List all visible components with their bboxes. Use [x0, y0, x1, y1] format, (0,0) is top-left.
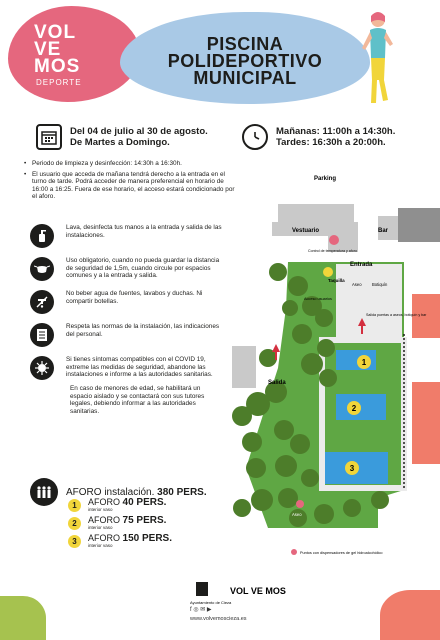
aforo-title-text — [66, 487, 207, 498]
rule-text: Lava, desinfecta tus manos a la entrada y salida de las instalaciones. — [66, 224, 222, 239]
volvemos-logo — [34, 24, 80, 75]
footer-volvemos-logo: VOL VE MOS — [230, 586, 286, 596]
building-block — [398, 208, 440, 242]
logo-line-3: MOS — [34, 56, 81, 77]
document-icon — [30, 323, 54, 347]
aforo-label — [88, 516, 166, 530]
building-block — [232, 346, 256, 388]
control-point — [329, 235, 339, 245]
rule-item — [30, 224, 240, 248]
rule-item — [30, 257, 240, 281]
aforo-item — [68, 534, 172, 548]
footer-logos — [190, 576, 290, 606]
aforo-sub: interior vaso — [88, 525, 113, 530]
pool-3-label: 3 — [349, 464, 355, 473]
aforo-label — [88, 534, 172, 548]
hours-line-1: Mañanas: 11:00h a 14:30h. — [276, 126, 396, 137]
pool-deck — [336, 264, 402, 342]
title-line-3: MUNICIPAL — [193, 68, 297, 88]
facility-map — [228, 168, 440, 566]
aforo-sub: interior vaso — [88, 543, 113, 548]
no-fountain-icon — [30, 290, 54, 314]
hours-line-2: Tardes: 16:30h a 20:00h. — [276, 137, 386, 148]
pool-2 — [336, 394, 386, 420]
date-row — [36, 122, 208, 152]
pool-number-badge: 1 — [68, 499, 81, 512]
pool-number-badge: 3 — [68, 535, 81, 548]
hand-sanitizer-icon — [30, 224, 54, 248]
org-label: Ayuntamiento de Cieza — [190, 600, 232, 605]
aseo-label: Aseo — [352, 282, 362, 287]
aseo-label-2: Aseo — [292, 512, 302, 517]
aforo-value: 150 PERS. — [122, 533, 173, 544]
aforo-item — [68, 516, 172, 530]
title-line-2: POLIDEPORTIVO — [167, 51, 323, 71]
header — [0, 0, 440, 110]
social-icons[interactable]: f ◎ ✉ ▶ — [190, 607, 212, 613]
title-line-1: PISCINA — [206, 34, 284, 54]
virus-icon — [30, 356, 54, 380]
gel-legend-label: Puntos con dispensadores de gel hidroalcohólico — [300, 551, 383, 555]
rules-list — [30, 224, 240, 415]
logo-line-1: VOL — [34, 22, 77, 43]
date-line-2: De Martes a Domingo. — [70, 137, 170, 148]
aforo-sub: interior vaso — [88, 507, 113, 512]
corner-decoration — [0, 596, 46, 640]
gel-dispenser-legend-icon — [291, 549, 297, 555]
cieza-shield-icon — [196, 582, 208, 596]
aforo-title-value: 380 PERS. — [157, 486, 207, 498]
swimmer-illustration — [358, 8, 398, 108]
pool-1-label: 1 — [361, 358, 367, 367]
pool-2-label: 2 — [351, 404, 357, 413]
logo-line-2: VE — [34, 39, 62, 60]
salida-puertas-label: Salida puertas a aseos, botiquín y bar — [366, 313, 427, 317]
aforo-label-text: AFORO — [88, 515, 121, 525]
taquilla-label: Taquilla — [328, 278, 345, 283]
rule-text: Uso obligatorio, cuando no pueda guardar la distancia de seguridad de 1,5m, cuando circule por espacios comunes y a la entrada y salida. — [66, 257, 220, 280]
rule-item — [30, 356, 240, 380]
rule-text: Si tienes síntomas compatibles con el COVID 19, extreme las medidas de seguridad, abandone las instalaciones e informe a las autoridades sanitarias. — [66, 356, 213, 379]
minors-note: En caso de menores de edad, se habilitará un espacio aislado y se contactará con sus tutores legales, debiendo informar a las autoridades sanitarias. — [70, 385, 205, 415]
entrada-label: Entrada — [350, 262, 373, 268]
rule-item — [30, 290, 240, 314]
info-bullets — [24, 160, 236, 204]
pool-number-badge: 2 — [68, 517, 81, 530]
aforo-list — [68, 498, 172, 552]
aseo-point — [296, 500, 304, 508]
salida-label: Salida — [268, 380, 286, 386]
clock-icon — [242, 124, 268, 150]
parking-label: Parking — [314, 176, 337, 182]
aforo-value: 40 PERS. — [122, 497, 167, 508]
aforo-label — [88, 498, 166, 512]
bar-label: Bar — [378, 228, 389, 234]
aforo-label-text: AFORO — [88, 497, 121, 507]
bullet-item: • Periodo de limpieza y desinfección: 14:30h a 16:30h. — [24, 160, 236, 168]
aforo-label-text: AFORO — [88, 533, 121, 543]
rule-text: No beber agua de fuentes, lavabos y duchas. Ni compartir botellas. — [66, 290, 203, 305]
aforo-title-prefix: AFORO instalación. — [66, 486, 155, 498]
calendar-icon — [36, 124, 62, 150]
rule-text: Respeta las normas de la instalación, las indicaciones del personal. — [66, 323, 220, 338]
aforo-value: 75 PERS. — [122, 515, 167, 526]
acceso-usuarios-label: Acceso usuarios — [304, 297, 332, 301]
rule-item — [30, 323, 240, 347]
corner-decoration — [380, 590, 440, 640]
control-label: Control de temperatura y aforo — [308, 249, 357, 253]
aforo-item — [68, 498, 172, 512]
date-line-1: Del 04 de julio al 30 de agosto. — [70, 126, 208, 137]
taquilla-point — [323, 267, 333, 277]
people-group-icon — [30, 478, 58, 506]
bullet-item: • El usuario que acceda de mañana tendrá derecho a la entrada en el turno de tarde. Podrá acceder de manera preferencial en horario de 16:00 a 16:25. Fuera de ese horario, el acceso estará condicionado por el aforo. — [24, 171, 236, 201]
building-block — [278, 204, 354, 222]
logo-subtitle: DEPORTE — [36, 78, 82, 87]
hours-row — [242, 122, 395, 152]
hours-text — [276, 126, 395, 148]
mask-icon — [30, 257, 54, 281]
website-link[interactable]: www.volvemoscieza.es — [190, 616, 247, 622]
page-title — [130, 36, 360, 87]
vestuario-label: Vestuario — [292, 228, 320, 234]
orange-fence — [412, 382, 440, 464]
date-text — [70, 126, 208, 148]
botiquin-label: Botiquín — [372, 282, 388, 287]
